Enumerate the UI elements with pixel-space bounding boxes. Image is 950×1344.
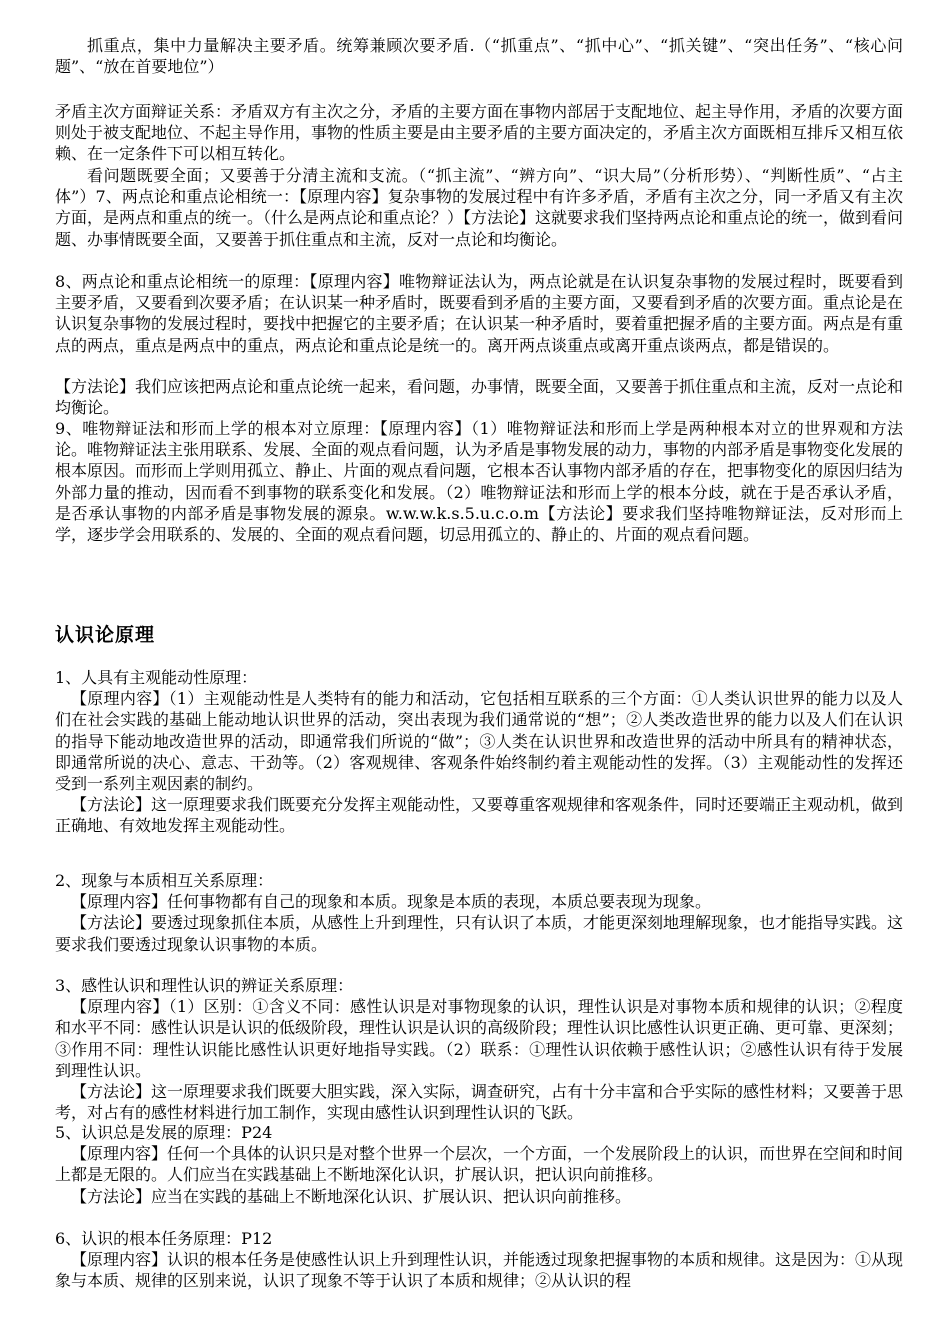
section-3-title: 3、感性认识和理性认识的辨证关系原理： [55,976,354,995]
paragraph-contradiction-aspects: 矛盾主次方面辩证关系：矛盾双方有主次之分，矛盾的主要方面在事物内部居于支配地位、起主导作用，矛盾的次要方面则处于被支配地位、不起主导作用，事物的性质主要是由主要矛盾的主要方面决定的，矛盾主次方面既相互排斥又相互依赖、在一定条件下可以相互转化。 [55,102,904,164]
section-6-block [55,1228,903,1292]
section-heading: 认识论原理 [55,624,156,646]
section-5-method: 【方法论】应当在实践的基础上不断地深化认识、扩展认识、把认识向前推移。 [71,1186,632,1206]
paragraph-principle-9: 9、唯物辩证法和形而上学的根本对立原理：【原理内容】（1）唯物辩证法和形而上学是两种根本对立的世界观和方法论。唯物辩证法主张用联系、发展、全面的观点看问题，认为矛盾是事物发展的动力，事物的内部矛盾是事物变化发展的根本原因。而形而上学则用孤立、静止、片面的观点看问题，它根本否认事物内部矛盾的存在，把事物变化的原因归结为外部力量的推动，因而看不到事物的联系变化和发展。（2）唯物辩证法和形而上学的根本分歧，就在于是否承认矛盾，是否承认事物的内部矛盾是事物发展的源泉。w.w.w.k.s.5.u.c.o.m【方法论】要求我们坚持唯物辩证法，反对形而上学，逐步学会用联系的、发展的、全面的观点看问题，切忌用孤立的、静止的、片面的观点看问题。 [55,419,904,545]
paragraph-focus-main-contradiction: 抓重点，集中力量解决主要矛盾。统筹兼顾次要矛盾.（“抓重点”、“抓中心”、“抓关键”、“突出任务”、“核心问题”、“放在首要地位”） [55,36,903,77]
section-6-title: 6、认识的根本任务原理：P12 [55,1229,273,1248]
section-5-content: 【原理内容】任何一个具体的认识只是对整个世界一个层次，一个方面，一个发展阶段上的认识，而世界在空间和时间上都是无限的。人们应当在实践基础上不断地深化认识，扩展认识，把认识向前推移。 [55,1144,904,1185]
section-2-block [55,870,903,955]
section-1-content: 【原理内容】（1）主观能动性是人类特有的能力和活动，它包括相互联系的三个方面：①人类认识世界的能力以及人们在社会实践的基础上能动地认识世界的活动，突出表现为我们通常说的“想”；②人类改造世界的能力以及人们在认识的指导下能动地改造世界的活动，即通常我们所说的“做”；③人类在认识世界和改造世界的活动中所具有的精神状态，即通常所说的决心、意志、干劲等。（2）客观规律、客观条件始终制约着主观能动性的发挥。（3）主观能动性的发挥还受到一系列主观因素的制约。 [55,689,903,794]
section-2-method: 【方法论】要透过现象抓住本质，从感性上升到理性，只有认识了本质，才能更深刻地理解现象，也才能指导实践。这要求我们要透过现象认识事物的本质。 [55,913,904,954]
section-3-block [55,975,903,1123]
section-3-method: 【方法论】这一原理要求我们既要大胆实践，深入实际，调查研究，占有十分丰富和合乎实际的感性材料；又要善于思考，对占有的感性材料进行加工制作，实现由感性认识到理性认识的飞跃。 [55,1082,904,1123]
section-2-title: 2、现象与本质相互关系原理： [55,871,274,890]
paragraph-two-point-theory: 看问题既要全面；又要善于分清主流和支流。（“抓主流”、“辨方向”、“识大局”（分析形势）、“判断性质”、“占主体”）7、两点论和重点论相统一：【原理内容】复杂事物的发展过程中有许多矛盾，矛盾有主次之分，同一矛盾又有主次方面，是两点和重点的统一。（什么是两点论和重点论？）【方法论】这就要求我们坚持两点论和重点论的统一，做到看问题、办事情既要全面，又要善于抓住重点和主流，反对一点论和均衡论。 [55,166,904,249]
section-5-block [55,1122,903,1207]
section-5-title: 5、认识总是发展的原理：P24 [55,1123,273,1142]
section-3-content: 【原理内容】（1）区别：①含义不同：感性认识是对事物现象的认识，理性认识是对事物本质和规律的认识；②程度和水平不同：感性认识是认识的低级阶段，理性认识是认识的高级阶段；理性认识比感性认识更正确、更可靠、更深刻；③作用不同：理性认识能比感性认识更好地指导实践。（2）联系：①理性认识依赖于感性认识；②感性认识有待于发展到理性认识。 [55,997,904,1080]
section-1-title: 1、人具有主观能动性原理： [55,668,258,687]
section-1-block [55,667,903,837]
paragraph-methodology-8: 【方法论】我们应该把两点论和重点论统一起来，看问题，办事情，既要全面，又要善于抓住重点和主流，反对一点论和均衡论。 [55,377,904,418]
section-2-content: 【原理内容】任何事物都有自己的现象和本质。现象是本质的表现，本质总要表现为现象。 [71,892,712,912]
section-6-content: 【原理内容】认识的根本任务是使感性认识上升到理性认识，并能透过现象把握事物的本质和规律。这是因为：①从现象与本质、规律的区别来说，认识了现象不等于认识了本质和规律；②从认识的程 [55,1250,904,1291]
paragraph-principle-8: 8、两点论和重点论相统一的原理：【原理内容】唯物辩证法认为，两点论就是在认识复杂事物的发展过程时，既要看到主要矛盾，又要看到次要矛盾；在认识某一种矛盾时，既要看到矛盾的主要方面，又要看到矛盾的次要方面。重点论是在认识复杂事物的发展过程时，要找中把握它的主要矛盾；在认识某一种矛盾时，要着重把握矛盾的主要方面。两点是有重点的两点，重点是两点中的重点，两点论和重点论是统一的。离开两点谈重点或离开重点谈两点，都是错误的。 [55,272,904,355]
section-1-method: 【方法论】这一原理要求我们既要充分发挥主观能动性，又要尊重客观规律和客观条件，同时还要端正主观动机，做到正确地、有效地发挥主观能动性。 [55,795,904,836]
